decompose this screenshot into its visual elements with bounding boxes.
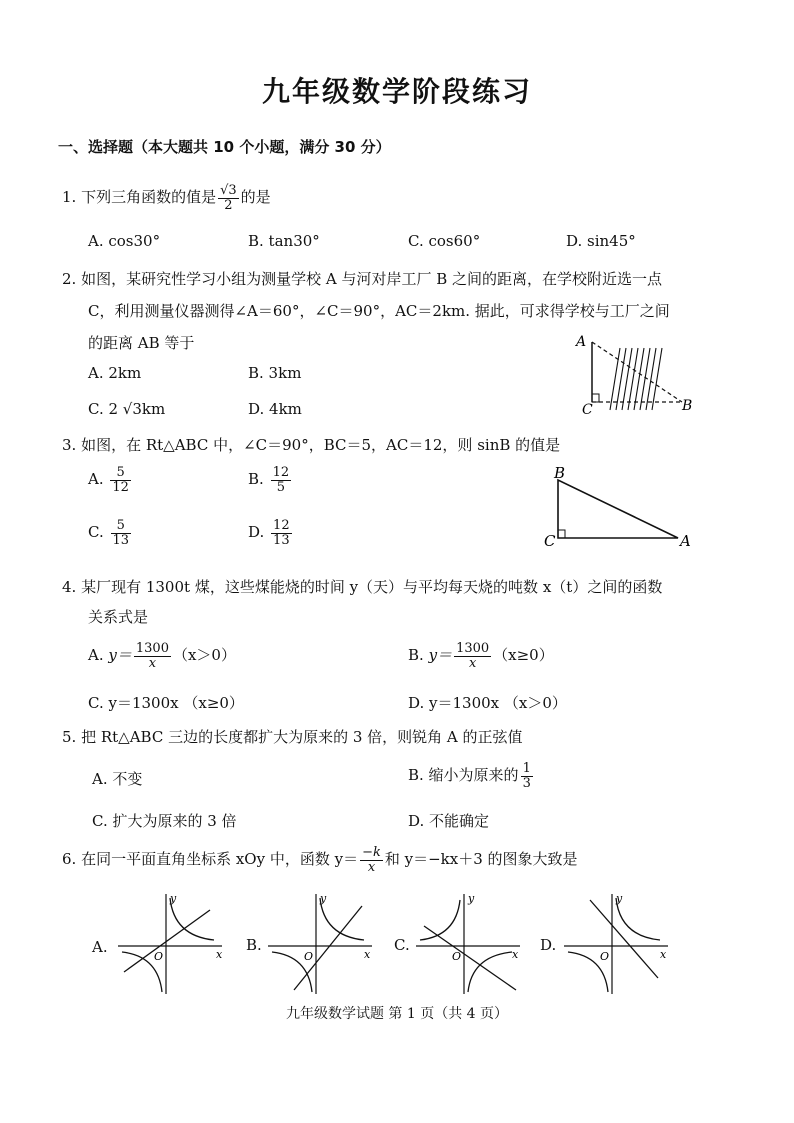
q1-option-c: C. cos60° (408, 232, 481, 250)
q4-b-den: x (468, 655, 477, 671)
q5-option-b-text: B. 缩小为原来的 (408, 766, 519, 785)
q3-option-c-label: C. (88, 523, 104, 542)
q5-option-b (408, 762, 535, 790)
q4-option-d: D. y＝1300x （x＞0） (408, 694, 567, 712)
q2-option-c: C. 2 √3km (88, 400, 166, 418)
q3-option-a-label: A. (88, 470, 104, 489)
q3-option-d (248, 519, 294, 547)
y-axis-label: y (616, 892, 623, 905)
q2-river-lines (610, 348, 662, 410)
y-axis-label: y (468, 892, 475, 905)
line-graph (294, 906, 362, 990)
q1-option-a: A. cos30° (88, 232, 161, 250)
q6-post: 和 y＝−kx＋3 的图象大致是 (384, 850, 578, 869)
q6-frac-den: x (367, 859, 376, 875)
q6-fraction (360, 846, 383, 874)
q3-c-num: 5 (111, 519, 132, 534)
q1-frac-den: 2 (224, 197, 233, 213)
question-1 (62, 184, 271, 212)
x-axis-label: x (216, 948, 223, 961)
q2-option-d: D. 4km (248, 400, 302, 418)
q3-option-b (248, 466, 293, 494)
q3-option-a (88, 466, 133, 494)
q4-line-2: 关系式是 (88, 608, 149, 626)
q3-label-c: C (544, 532, 556, 550)
x-axis-label: x (660, 948, 667, 961)
q3-label-a: A (680, 532, 691, 550)
y-axis-label: y (320, 892, 327, 905)
question-6 (62, 846, 578, 874)
origin-label: O (452, 950, 462, 963)
line-graph (590, 900, 658, 978)
q6-graph-d-label: D. (540, 936, 557, 954)
q3-d-num: 12 (273, 518, 290, 533)
question-3: 3. 如图，在 Rt△ABC 中，∠C＝90°，BC＝5，AC＝12，则 sinB 的值是 (62, 436, 561, 454)
q4-option-b-label: B. (408, 646, 424, 665)
q4-option-c: C. y＝1300x （x≥0） (88, 694, 244, 712)
q3-option-a-frac (110, 466, 131, 494)
q3-option-b-label: B. (248, 470, 264, 489)
q1-fraction (218, 184, 239, 212)
q3-option-b-frac (271, 466, 292, 494)
q3-a-num: 5 (110, 466, 131, 481)
q2-option-b: B. 3km (248, 364, 302, 382)
q6-frac-num: −k (362, 845, 381, 860)
q6-graph-a-label: A. (92, 938, 108, 956)
page-title: 九年级数学阶段练习 (261, 75, 532, 108)
q3-option-c (88, 519, 133, 547)
q4-option-b (408, 642, 554, 670)
q3-label-b: B (554, 464, 566, 482)
q4-b-num: 1300 (456, 641, 490, 656)
q6-pre: 6. 在同一平面直角坐标系 xOy 中，函数 y＝ (62, 850, 359, 869)
x-axis-label: x (364, 948, 371, 961)
hyperbola-branch-1 (616, 898, 660, 940)
origin-label: O (304, 950, 314, 963)
origin-label: O (600, 950, 610, 963)
q2-river-figure (570, 330, 700, 420)
q2-right-angle (592, 394, 599, 402)
q3-d-den: 13 (273, 532, 290, 548)
q2-line-2: C，利用测量仪器测得∠A＝60°，∠C＝90°，AC＝2km. 据此，可求得学校与工厂之间 (88, 302, 670, 320)
q4-line-1: 4. 某厂现有 1300t 煤，这些煤能烧的时间 y（天）与平均每天烧的吨数 x（t）之间的函数 (62, 578, 663, 596)
q4-option-a-label: A. (88, 646, 104, 665)
origin-label: O (154, 950, 164, 963)
q3-a-den: 12 (112, 479, 129, 495)
hyperbola-branch-1 (420, 900, 460, 940)
q2-line-3: 的距离 AB 等于 (88, 334, 195, 352)
q6-graph-d (560, 890, 674, 1000)
q2-line-1: 2. 如图，某研究性学习小组为测量学校 A 与河对岸工厂 B 之间的距离，在学校附近选一点 (62, 270, 663, 288)
q2-label-b: B (682, 398, 693, 414)
q6-graph-c-label: C. (394, 936, 410, 954)
q5-option-a: A. 不变 (92, 770, 143, 788)
q5-b-num: 1 (522, 761, 531, 776)
q2-option-a: A. 2km (88, 364, 142, 382)
q3-option-d-label: D. (248, 523, 265, 542)
q4-option-b-frac (454, 642, 491, 670)
q1-option-d: D. sin45° (566, 232, 636, 250)
x-axis-label: x (512, 948, 519, 961)
q4-option-b-lhs: y＝ (428, 646, 453, 665)
q4-a-num: 1300 (135, 641, 169, 656)
q6-graph-b-label: B. (246, 936, 262, 954)
q6-graph-b (264, 890, 378, 1000)
q4-a-den: x (148, 655, 157, 671)
q4-option-b-domain: （x≥0） (493, 646, 554, 665)
section-heading: 一、选择题（本大题共 10 个小题，满分 30 分） (58, 138, 391, 156)
question-5: 5. 把 Rt△ABC 三边的长度都扩大为原来的 3 倍，则锐角 A 的正弦值 (62, 728, 523, 746)
q2-label-c: C (582, 402, 593, 418)
q3-b-num: 12 (272, 465, 290, 480)
q1-option-b: B. tan30° (248, 232, 320, 250)
page-footer: 九年级数学试题 第 1 页（共 4 页） (285, 1006, 509, 1022)
q3-option-c-frac (111, 519, 132, 547)
q5-option-c: C. 扩大为原来的 3 倍 (92, 812, 237, 830)
q5-option-b-frac (521, 762, 533, 790)
q6-graph-c (412, 890, 526, 1000)
hyperbola-branch-1 (320, 898, 364, 940)
y-axis-label: y (170, 892, 177, 905)
q6-graph-a (114, 890, 228, 1000)
q3-option-d-frac (271, 519, 292, 547)
q5-b-den: 3 (522, 775, 531, 791)
q1-frac-num: √3 (220, 183, 237, 198)
q3-triangle-figure (538, 462, 698, 554)
q3-c-den: 13 (112, 532, 130, 548)
q4-option-a-lhs: y＝ (108, 646, 132, 665)
q3-right-angle (558, 530, 565, 538)
q1-suffix: 的是 (240, 188, 271, 207)
q4-option-a-domain: （x＞0） (172, 646, 236, 665)
q1-prefix: 1. 下列三角函数的值是 (62, 188, 217, 207)
q5-option-d: D. 不能确定 (408, 812, 490, 830)
q2-label-a: A (576, 334, 587, 350)
q3-b-den: 5 (276, 479, 285, 495)
line-graph (124, 910, 210, 972)
q4-option-a-frac (134, 642, 171, 670)
q4-option-a (88, 642, 236, 670)
q3-triangle (558, 480, 678, 538)
